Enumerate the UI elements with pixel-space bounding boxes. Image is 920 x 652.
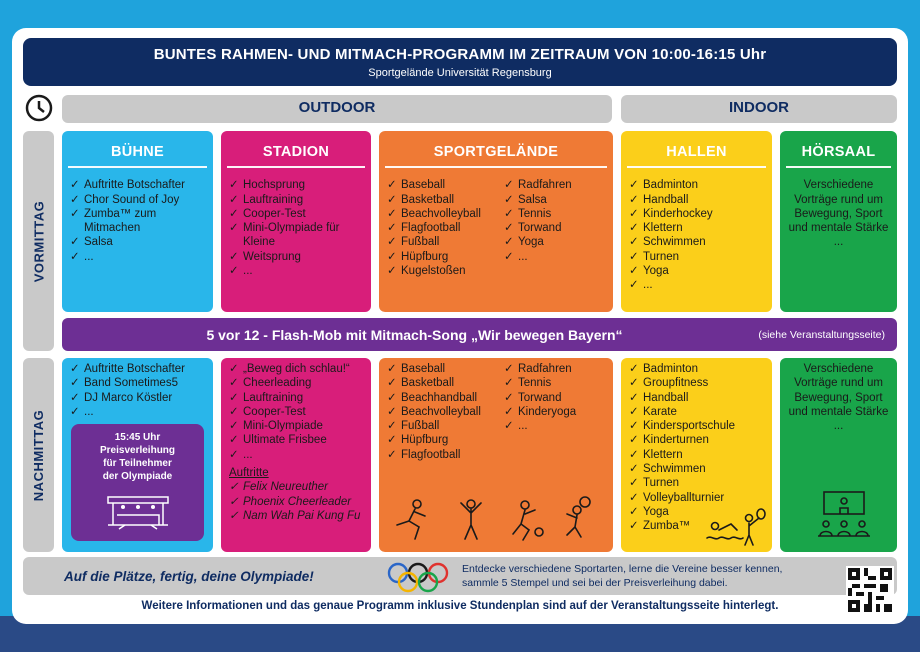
activity-item: ✓ Cooper-Test [229, 405, 371, 419]
activity-item: ✓ Felix Neureuther [229, 480, 371, 494]
activity-item: ✓ Karate [629, 405, 772, 419]
sport-figures-icon [389, 496, 603, 544]
morning-buehne [62, 131, 213, 312]
activity-list [496, 362, 613, 462]
activity-item: ✓ Handball [629, 193, 772, 207]
venue-title: SPORTGELÄNDE [433, 144, 559, 160]
page-title: BUNTES RAHMEN- UND MITMACH-PROGRAMM IM ZEITRAUM VON 10:00-16:15 Uhr [153, 46, 767, 63]
activity-item: ✓ Klettern [629, 448, 772, 462]
activity-item: ✓ Basketball [387, 193, 496, 207]
venue-title: HÖRSAAL [801, 144, 876, 160]
activity-item: ✓ Kinderturnen [629, 433, 772, 447]
lecture-icon [816, 490, 872, 542]
activity-item: ✓ ... [504, 419, 613, 433]
activity-list [621, 178, 772, 292]
afternoon-sportgelaende [379, 358, 613, 552]
activity-item: ✓ Basketball [387, 376, 496, 390]
activity-item: ✓ Zumba™ [629, 519, 772, 533]
acts-list [221, 480, 371, 523]
slogan: Auf die Plätze, fertig, deine Olympiade! [64, 569, 314, 584]
activity-item: ✓ Volleyballturnier [629, 491, 772, 505]
page-subtitle: Sportgelände Universität Regensburg [368, 67, 552, 79]
outdoor-bar: OUTDOOR [62, 95, 612, 123]
activity-item: ✓ ... [229, 448, 371, 462]
activity-item: ✓ Tennis [504, 207, 613, 221]
activity-item: ✓ Yoga [629, 505, 772, 519]
clock-icon [24, 93, 54, 123]
activity-item: ✓ Salsa [504, 193, 613, 207]
activity-item: ✓ Yoga [629, 264, 772, 278]
activity-item: ✓ Band Sometimes5 [70, 376, 213, 390]
afternoon-hoersaal [780, 358, 897, 552]
activity-item: ✓ Torwand [504, 391, 613, 405]
activity-item: ✓ Weitsprung [229, 250, 371, 264]
activity-item: ✓ Phoenix Cheerleader [229, 495, 371, 509]
activity-item: ✓ Ultimate Frisbee [229, 433, 371, 447]
morning-hoersaal [780, 131, 897, 312]
activity-item: ✓ Kugelstoßen [387, 264, 496, 278]
afternoon-stadion [221, 358, 371, 552]
activity-item: ✓ Badminton [629, 362, 772, 376]
row-label-afternoon: NACHMITTAG [23, 358, 54, 552]
stage-icon [103, 491, 173, 533]
activity-item: ✓ Chor Sound of Joy [70, 193, 213, 207]
activity-list [62, 178, 213, 264]
afternoon-hallen [621, 358, 772, 552]
activity-item: ✓ „Beweg dich schlau!“ [229, 362, 371, 376]
activity-item: ✓ Schwimmen [629, 235, 772, 249]
activity-item: ✓ Groupfitness [629, 376, 772, 390]
activity-list [379, 178, 496, 278]
activity-item: ✓ ... [229, 264, 371, 278]
activity-item: ✓ Kinderhockey [629, 207, 772, 221]
flash-mob-banner [62, 318, 897, 351]
morning-hallen [621, 131, 772, 312]
activity-item: ✓ Mini-Olympiade für Kleine [229, 221, 371, 250]
flash-mob-note: (siehe Veranstaltungsseite) [758, 328, 885, 341]
activity-item: ✓ Kindersportschule [629, 419, 772, 433]
activity-list [221, 362, 371, 462]
morning-sportgelaende [379, 131, 613, 312]
activity-list [496, 178, 613, 278]
activity-item: ✓ Radfahren [504, 362, 613, 376]
activity-item: ✓ Hüpfburg [387, 433, 496, 447]
header [23, 38, 897, 86]
swim-tennis-icon [705, 508, 769, 548]
activity-item: ✓ Lauftraining [229, 391, 371, 405]
venue-title: BÜHNE [110, 144, 165, 160]
activity-item: ✓ Klettern [629, 221, 772, 235]
info-line: Weitere Informationen und das genaue Programm inklusive Stundenplan sind auf der Veranstaltungsseite hinterlegt. [141, 600, 779, 612]
activity-list [379, 362, 496, 462]
award-box [71, 424, 204, 541]
activity-item: ✓ Fußball [387, 235, 496, 249]
activity-item: ✓ Schwimmen [629, 462, 772, 476]
activity-item: ✓ Nam Wah Pai Kung Fu [229, 509, 371, 523]
activity-item: ✓ ... [504, 250, 613, 264]
activity-item: ✓ Cheerleading [229, 376, 371, 390]
olympic-rings-icon [386, 562, 450, 594]
activity-item: ✓ Zumba™ zum Mitmachen [70, 207, 213, 236]
activity-item: ✓ ... [70, 405, 213, 419]
activity-item: ✓ Turnen [629, 476, 772, 490]
activity-item: ✓ ... [629, 278, 772, 292]
venue-title: HALLEN [666, 144, 727, 160]
activity-item: ✓ DJ Marco Köstler [70, 391, 213, 405]
activity-list [62, 362, 213, 419]
activity-item: ✓ Baseball [387, 178, 496, 192]
award-line: für Teilnehmer [103, 458, 172, 469]
activity-item: ✓ Torwand [504, 221, 613, 235]
acts-label: Auftritte [229, 467, 269, 480]
activity-item: ✓ Flagfootball [387, 448, 496, 462]
award-line: der Olympiade [102, 471, 173, 482]
footer-note: Entdecke verschiedene Sportarten, lerne die Vereine besser kennen, sammle 5 Stempel und sei bei der Preisverleihung dabei. [462, 563, 783, 589]
activity-item: ✓ Beachvolleyball [387, 207, 496, 221]
activity-item: ✓ Cooper-Test [229, 207, 371, 221]
activity-item: ✓ Turnen [629, 250, 772, 264]
activity-item: ✓ Beachhandball [387, 391, 496, 405]
activity-item: ✓ Beachvolleyball [387, 405, 496, 419]
morning-stadion [221, 131, 371, 312]
activity-item: ✓ Hochsprung [229, 178, 371, 192]
activity-item: ✓ Kinderyoga [504, 405, 613, 419]
activity-item: ✓ Flagfootball [387, 221, 496, 235]
indoor-bar: INDOOR [621, 95, 897, 123]
award-time: 15:45 Uhr [114, 432, 161, 443]
activity-item: ✓ Auftritte Botschafter [70, 178, 213, 192]
activity-list [221, 178, 371, 278]
activity-item: ✓ Salsa [70, 235, 213, 249]
venue-title: STADION [262, 144, 330, 160]
activity-item: ✓ Auftritte Botschafter [70, 362, 213, 376]
activity-item: ✓ Fußball [387, 419, 496, 433]
lecture-text: Verschiedene Vorträge rund um Bewegung, Sport und mentale Stärke ... [788, 363, 889, 433]
activity-item: ✓ Lauftraining [229, 193, 371, 207]
row-label-morning: VORMITTAG [23, 131, 54, 351]
activity-item: ✓ Badminton [629, 178, 772, 192]
activity-item: ✓ Mini-Olympiade [229, 419, 371, 433]
flash-mob-title: 5 vor 12 - Flash-Mob mit Mitmach-Song „Wir bewegen Bayern“ [206, 326, 623, 343]
activity-item: ✓ ... [70, 250, 213, 264]
activity-item: ✓ Baseball [387, 362, 496, 376]
activity-item: ✓ Handball [629, 391, 772, 405]
activity-item: ✓ Hüpfburg [387, 250, 496, 264]
activity-item: ✓ Yoga [504, 235, 613, 249]
award-line: Preisverleihung [99, 445, 176, 456]
lecture-text: Verschiedene Vorträge rund um Bewegung, Sport und mentale Stärke ... [788, 179, 889, 249]
activity-item: ✓ Radfahren [504, 178, 613, 192]
activity-item: ✓ Tennis [504, 376, 613, 390]
